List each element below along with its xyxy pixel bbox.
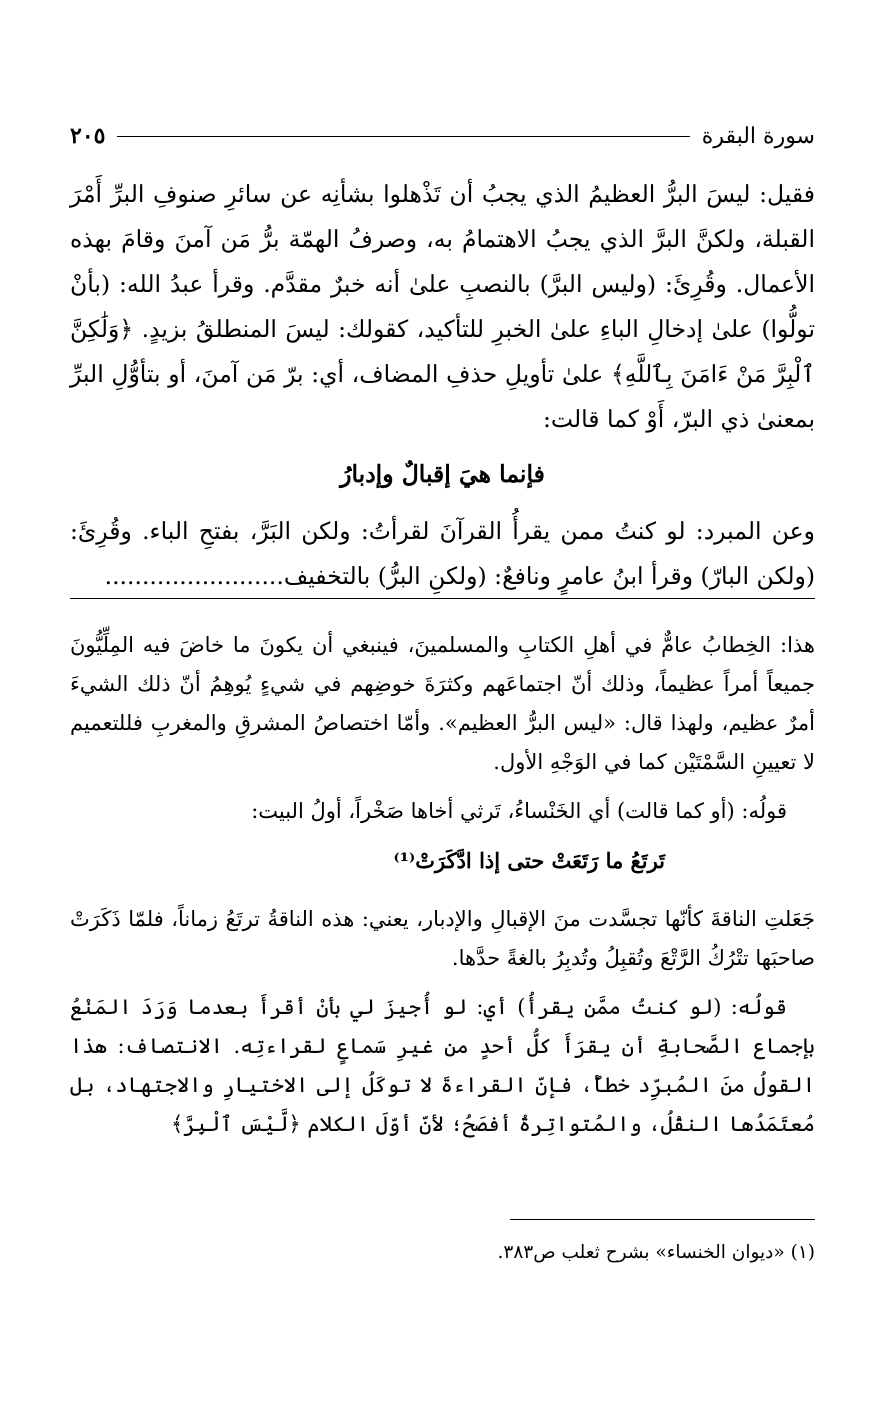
poem-line: تَرتَعُ ما رَتَعَتْ حتى إذا ادَّكَرَتْ⁽¹⁾ [393,848,665,873]
page-number: ٢٠٥ [70,123,106,149]
header-rule [117,136,689,137]
commentary-paragraph: قولُه: (أو كما قالت) أي الخَنْساءُ، تَرثي أخاها صَخْراً، أولُ البيت: [251,799,787,823]
surah-title: سورة البقرة [701,123,815,149]
text-divider [70,598,815,599]
commentary [70,626,815,1154]
poetry-verse: فإنما هيَ إقبالٌ وإدبارُ [340,460,545,488]
commentary-paragraph: جَعَلتِ الناقةَ كأنّها تجسَّدت منَ الإقبالِ والإدبار، يعني: هذه الناقةُ ترتَعُ زماناً، فلمّا ذَكَرَتْ صاحبَها تتْرُكُ الرَّتْعَ وتُقبِلُ وتُدبِرُ بالغةً حدَّها. [70,907,815,970]
main-text [70,172,815,599]
commentary-paragraph: هذا: الخِطابُ عامٌّ في أهلِ الكتابِ والمسلمينَ، فينبغي أن يكونَ ما خاضَ فيه المِلِّيُّونَ جميعاً أمراً عظيماً، وذلك أنّ اجتماعَهم وكثرَةَ خوضِهم في شيءٍ يُوهِمُ أنّ ذلك الشيءَ أمرٌ عظيم، ولهذا قال: «ليس البرُّ العظيم». وأمّا اختصاصُ المشرقِ والمغربِ فللتعميم لا تعيينِ السَّمْتَيْن كما في الوَجْهِ الأول. [70,633,815,774]
running-header [70,118,815,154]
main-paragraph: وعن المبرد: لو كنتُ ممن يقرأُ القرآنَ لقرأتُ: ولكن البَرَّ، بفتحِ الباء. وقُرِئَ: (ولكن البارّ) وقرأ ابنُ عامرٍ ونافعٌ: (ولكنِ البرُّ) بالتخفيف........................ [70,517,815,590]
main-paragraph: فقيل: ليسَ البرُّ العظيمُ الذي يجبُ أن تَذْهلوا بشأنِه عن سائرِ صنوفِ البرِّ أَمْرَ القبلة، ولكنَّ البرَّ الذي يجبُ الاهتمامُ به، وصرفُ الهمّة برُّ مَن آمنَ وقامَ بهذه الأعمال. وقُرِئَ: (وليس البرَّ) بالنصبِ علىٰ أنه خبرٌ مقدَّم. وقرأ عبدُ الله: (بأنْ تولُّوا) علىٰ إدخالِ الباءِ علىٰ الخبرِ للتأكيد، كقولك: ليسَ المنطلقُ بزيدٍ. ﴿وَلَٰكِنَّ ٱلْبِرَّ مَنْ ءَامَنَ بِٱللَّهِ﴾ علىٰ تأويلِ حذفِ المضاف، أي: برّ مَن آمنَ، أو بتأوُّلِ البرِّ بمعنىٰ ذي البرّ، أَوْ كما قالت: [70,180,815,433]
footnote-rule [510,1219,815,1220]
commentary-paragraph: قولُه: (لو كنتُ ممَّن يقرأُ) أي: لو أُجيزَ لي بأنْ أقرأَ بعدما وَرَدَ المَنْعُ بإجماع الصَّحابةِ أن يقرَأَ كلُّ أحدٍ من غيرِ سَماعٍ لقراءتِه. الانتصاف: هذا القولُ منَ المُبرِّد خطأٌ، فإنّ القراءةَ لا توكَلُ إلى الاختيارِ والاجتهاد، بل مُعتَمَدُها النقْلُ، والمُتواتِرةُ أفصَحُ؛ لأنّ أوّلَ الكلام ﴿لَّيْسَ ٱلْبِرَّ﴾ [70,995,815,1136]
footnote: (١) «ديوان الخنساء» بشرح ثعلب ص٣٨٣. [497,1242,815,1263]
